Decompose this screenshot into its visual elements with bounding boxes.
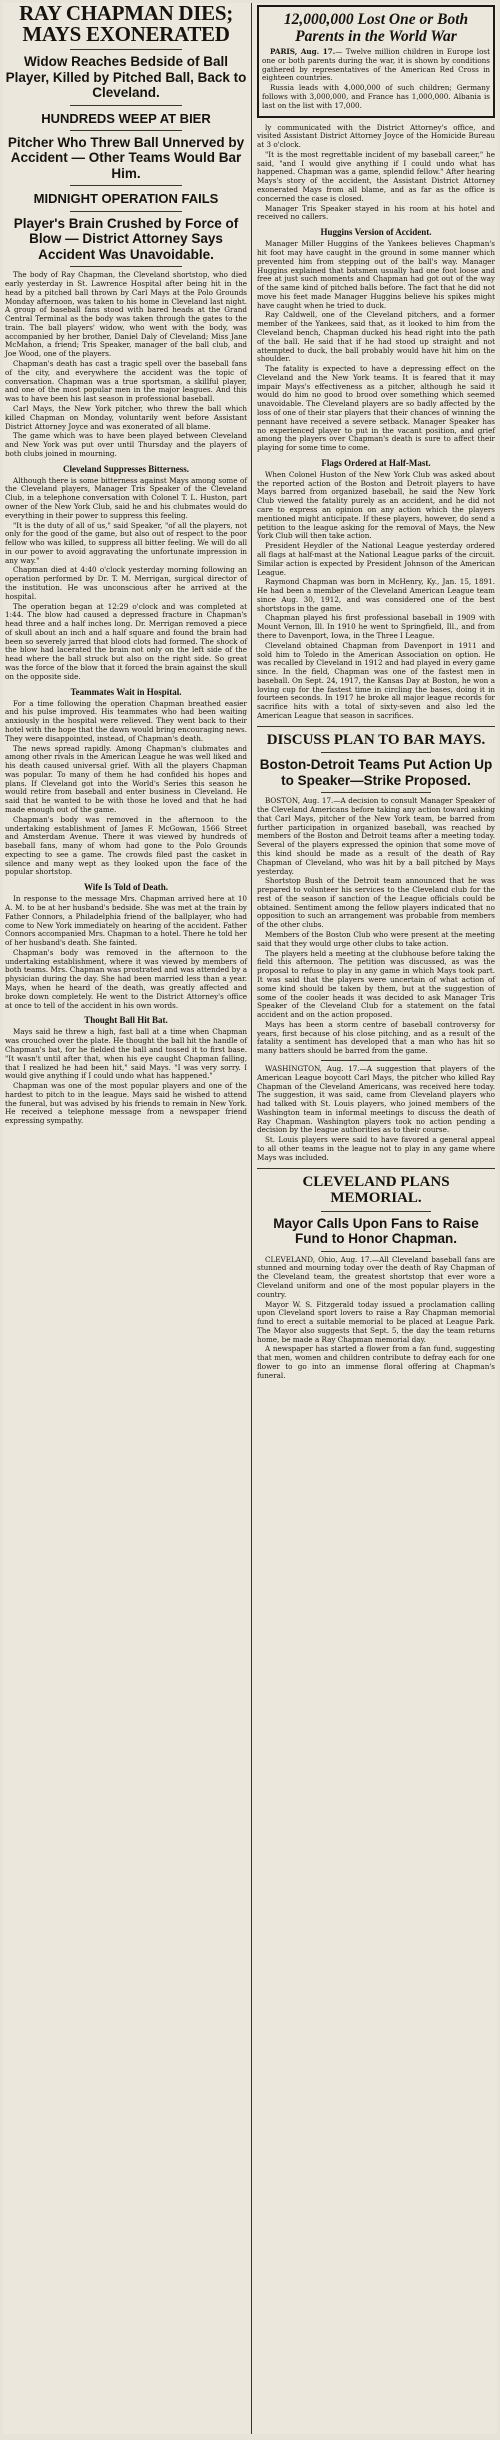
paragraph: When Colonel Huston of the New York Club was asked about the reported action of the Boston and Detroit players to have Mays barred from organized baseball, he said the New York Club viewed the fatality purely as an accident, and he did not care to express an opinion on any action which the players mentioned might anticipate. If these players, however, do send a petition to the league asking for the removal of Mays, the New York Club will then take action. (257, 469, 495, 541)
paragraph: ly communicated with the District Attorney's office, and visited Assistant District Attorney Joyce of the Homicide Bureau at 3 o'clock. (257, 122, 495, 150)
deck-brain-crushed: Player's Brain Crushed by Force of Blow — District Attorney Says Accident Was Unavoidable. (13, 215, 239, 262)
divider (70, 49, 181, 50)
paragraph: Members of the Boston Club who were present at the meeting said that they would urge other clubs to take action. (257, 930, 495, 948)
deck-widow: Widow Reaches Bedside of Ball Player, Killed by Pitched Ball, Back to Cleveland. (5, 54, 247, 101)
paragraph: Shortstop Bush of the Detroit team announced that he was prepared to volunteer his services to the Cleveland club for the rest of the season if sanction of the League officials could be obtained. Sentiment among the fellow players indicated that no opposition to such an arrangement was probable from members of the other clubs. (257, 876, 495, 930)
left-column (3, 3, 252, 2434)
paragraph: The players held a meeting at the clubhouse before taking the field this afternoon. The petition was discussed, as was the proposal to refuse to play in any game in which Mays took part. It was said that the players were uncertain of what action of some kind should be taken by them, but at the suggestion of some of the cooler heads it was decided to ask Manager Tris Speaker of the Cleveland Club for a statement on the fatal accident and on the action proposed. (257, 948, 495, 1020)
continued-body-2 (257, 240, 495, 453)
paragraph: "It is the duty of all of us," said Speaker, "of all the players, not only for the good of the game, but also out of respect to the poor fellow who was killed, to suppress all bitter feeling. We will do all in our power to avoid aggravating the unfortunate impression in any way." (5, 520, 247, 565)
subhead-flags: Flags Ordered at Half-Mast. (321, 457, 431, 468)
divider (70, 185, 181, 186)
deck-mayor: Mayor Calls Upon Fans to Raise Fund to Honor Chapman. (273, 1215, 479, 1247)
deck-midnight-operation: MIDNIGHT OPERATION FAILS (33, 191, 219, 207)
paragraph (262, 48, 490, 83)
continued-body-1 (257, 124, 495, 223)
subhead-wife-told: Wife Is Told of Death. (83, 882, 169, 893)
divider (70, 266, 181, 267)
article-body-4 (5, 895, 247, 1010)
paragraph: Chapman was one of the most popular players and one of the hardest to pitch to in the league. Mays said he wished to attend the funeral, but was advised by his friends to remain in New York. He received a telephone message from a newspaper friend expressing sympathy. (5, 1081, 247, 1126)
paragraph: Cleveland obtained Chapman from Davenport in 1911 and sold him to Toledo in the American Association on option. He was recalled by Cleveland in 1912 and had played in every game since. In the field, Chapman was one of the fastest men in baseball. On Sept. 24, 1917, the Kansas Day at Boston, he won a loving cup for the fastest time in circling the bases, doing it in fourteen seconds. In 1917 he broke all major league records for sacrifice hits with a total of sixty-seven and also led the American League that season in sacrifices. (257, 640, 495, 720)
paragraph: Chapman's body was removed in the afternoon to the undertaking establishment, where it was viewed by members of both teams. Mrs. Chapman was prostrated and was attended by a physician during the day. She had been married less than a year. Mays, when he heard of the death, was greatly affected and broke down completely. He went to the District Attorney's office at once to tell of the accident in his own words. (5, 947, 247, 1010)
article-body-5 (5, 1028, 247, 1126)
paragraph: The fatality is expected to have a depressing effect on the Cleveland and the New York teams. It is feared that it may impair Mays's effectiveness as a pitcher, although he said it would do him no good to brood over something which seemed unavoidable. The Cleveland players are so badly affected by the loss of one of their star players that their chances of winning the pennant have received a severe setback. Manager Speaker has no experienced player to put in the vacant position, and grief among the players over Chapman's death is sure to affect their playing for some time to come. (257, 364, 495, 453)
deck-hundreds-weep: HUNDREDS WEEP AT BIER (41, 110, 211, 126)
paragraph: Chapman played his first professional baseball in 1909 with Mount Vernon, Ill. In 1910 he went to Springfield, Ill., and from there to Davenport, Iowa, in the Three I League. (257, 613, 495, 640)
paragraph: The operation began at 12:29 o'clock and was completed at 1:44. The blow had caused a depressed fracture in Chapman's head three and a half inches long. Dr. Merrigan removed a piece of skull about an inch and a half square and found the brain had been so severely jarred that blood clots had formed. The shock of the blow had lacerated the brain not only on the left side of the head where the ball struck but also on the right side. So great was the force of the blow that it forced the brain against the skull on the opposite side. (5, 601, 247, 681)
paragraph: Manager Miller Huggins of the Yankees believes Chapman's hit foot may have caught in the ground in some manner which prevented him from stepping out of the ball's way. Manager Huggins explained that batsmen usually had one foot loose and free at just such moments and Chapman had got out of the way of the same kind of pitched balls before. The fact that he did not move his feet made Manager Huggins believe his spikes might have caught when he tried to duck. (257, 239, 495, 310)
subhead-ball-hit-bat: Thought Ball Hit Bat. (84, 1015, 168, 1026)
washington-body (257, 1065, 495, 1163)
subhead-huggins: Huggins Version of Accident. (320, 227, 432, 238)
divider (321, 792, 430, 793)
divider (321, 1251, 430, 1252)
newspaper-page (3, 3, 497, 2434)
divider (70, 211, 181, 212)
right-column (252, 3, 497, 2434)
paragraph: The game which was to have been played between Cleveland and New York was put over until Thursday and the players of both clubs joined in mourning. (5, 431, 247, 458)
paragraph: Chapman's body was removed in the afternoon to the undertaking establishment of James F. McGowan, 1566 Street and Amsterdam Avenue. There it was viewed by hundreds of baseball fans, many of whom had gone to the Polo Grounds expecting to see a game. The crowds filed past the casket in silence and many wept as they looked upon the face of the popular shortstop. (5, 814, 247, 877)
subhead-bitterness: Cleveland Suppresses Bitterness. (62, 463, 190, 474)
memorial-body (257, 1256, 495, 1381)
paragraph: Ray Caldwell, one of the Cleveland pitchers, and a former member of the Yankees, said that, as it looked to him from the Cleveland bench, Chapman ducked his head right into the path of the ball. He said that if he had stood up straight and not attempted to duck, the ball probably would have hit him on the shoulder. (257, 310, 495, 364)
paragraph: Mays has been a storm centre of baseball controversy for years, first because of his close pitching, and as a result of the fatality a sentiment has developed that a man who has hit so many batters should be barred from the game. (257, 1019, 495, 1056)
article-body-1 (5, 271, 247, 458)
paragraph: WASHINGTON, Aug. 17.—A suggestion that players of the American League boycott Carl Mays, the pitcher who killed Ray Chapman of the Cleveland Americans, was received here today. The suggestion, it was said, came from Cleveland players who had talked with St. Louis players, who joined members of the Washington team in informal meetings to discuss the death of Ray Chapman. Washington players took no action pending a decision by the league authorities as to their course. (257, 1063, 495, 1135)
paragraph: "It is the most regrettable incident of my baseball career," he said, "and I would give anything if I could undo what has happened. Chapman was a game, splendid fellow." After hearing Mays's story of the accident, the Assistant District Attorney exonerated Mays from all blame, and as far as the office is concerned the case is closed. (257, 149, 495, 203)
paragraph: Russia leads with 4,000,000 of such children; Germany follows with 3,000,000, and France has 1,000,000. Albania is last on the list with 17,000. (262, 83, 490, 110)
headline-bar-mays: DISCUSS PLAN TO BAR MAYS. (266, 731, 486, 748)
paragraph: Chapman died at 4:40 o'clock yesterday morning following an operation performed by Dr. T. M. Merrigan, surgical director of the institution. He was unconscious after he arrived at the hospital. (5, 565, 247, 601)
paragraph: BOSTON, Aug. 17.—A decision to consult Manager Speaker of the Cleveland Americans before taking any action toward asking that Carl Mays, pitcher of the New York team, be barred from further participation in organized baseball, was reached by members of the Boston and Detroit teams after a meeting today. Several of the players expressed the opinion that some move of this kind should be made as a result of the death of Ray Chapman of Cleveland, who was hit by a ball pitched by Mays yesterday. (257, 796, 495, 876)
paragraph: The body of Ray Chapman, the Cleveland shortstop, who died early yesterday in St. Lawrence Hospital after being hit in the head by a pitched ball thrown by Carl Mays at the Polo Grounds Monday afternoon, was taken to his home in Cleveland last night. A group of baseball fans stood with bared heads at the Grand Central Terminal as the body was taken through the gates to the train. The ball players' widow, who went with the body, was accompanied by her brother, Daniel Daly of Cleveland; Miss Jane McMahon, a friend; Tris Speaker, manager of the ball club, and Joe Wood, one of the players. (5, 270, 247, 359)
bar-mays-body (257, 797, 495, 1056)
paragraph: Although there is some bitterness against Mays among some of the Cleveland players, Manager Tris Speaker of the Cleveland Club, in a telephone conversation with Colonel T. L. Huston, part owner of the New York Club, said he and his clubmates would do everything in their power to suppress this feeling. (5, 475, 247, 520)
article-body-3 (5, 700, 247, 878)
paragraph: President Heydler of the National League yesterday ordered all flags at half-mast at the National League parks of the circuit. Similar action is expected by President Johnson of the American League. (257, 541, 495, 577)
divider (321, 1060, 430, 1061)
divider (257, 1168, 495, 1169)
paragraph: Manager Tris Speaker stayed in his room at his hotel and received no callers. (257, 203, 495, 222)
divider (70, 130, 181, 131)
headline-memorial: CLEVELAND PLANS MEMORIAL. (302, 1173, 450, 1207)
paragraph: Carl Mays, the New York pitcher, who threw the ball which killed Chapman on Monday, voluntarily went before Assistant District Attorney Joyce and was exonerated of all blame. (5, 403, 247, 431)
paragraph: St. Louis players were said to have favored a general appeal to all other teams in the league not to play in any game where Mays was included. (257, 1135, 495, 1162)
paragraph: Raymond Chapman was born in McHenry, Ky., Jan. 15, 1891. He had been a member of the Cleveland American League team since Aug. 30, 1912, and was considered one of the best shortstops in the game. (257, 577, 495, 613)
paragraph: For a time following the operation Chapman breathed easier and his pulse improved. His teammates who had been waiting anxiously in the hospital were relieved. They went back to their hotel with the hope that the dawn would bring encouraging news. They were disappointed, instead, of Chapman's death. (5, 698, 247, 743)
dateline: PARIS, Aug. 17. (270, 47, 336, 57)
paragraph-text: — Twelve million children in Europe lost one or both parents during the war, it is shown by conditions gathered by representatives of the American Red Cross in eighteen countries. (262, 47, 490, 83)
continued-body-3 (257, 471, 495, 721)
paragraph: Chapman's death has cast a tragic spell over the baseball fans of the city, and everywhere the accident was the topic of conversation. Chapman was a true sportsman, a skillful player, and one of the most popular men in the major leagues. And this was to have been his last season in professional baseball. (5, 359, 247, 404)
divider (70, 105, 181, 106)
divider (321, 752, 430, 753)
deck-boston-detroit: Boston-Detroit Teams Put Action Up to Speaker—Strike Proposed. (259, 757, 493, 788)
headline-top: RAY CHAPMAN DIES; (19, 3, 233, 25)
subhead-teammates: Teammates Wait in Hospital. (70, 686, 182, 697)
paragraph: Mays said he threw a high, fast ball at a time when Chapman was crouched over the plate. He thought the ball hit the handle of Chapman's bat, for he fielded the ball and tossed it to first base. "It wasn't until after that, when his eye caught Chapman falling, that I realized he had been hit," said Mays. "I was very sorry. I would give anything if I could undo what has happened." (5, 1027, 247, 1081)
orphans-box (257, 5, 495, 118)
paragraph: In response to the message Mrs. Chapman arrived here at 10 A. M. to be at her husband's bedside. She was met at the train by Father Connors, a Philadelphia friend of the ballplayer, who had come to New York immediately on hearing of the accident. Father Connors accompanied Mrs. Chapman to a hotel. There he told her of her husband's death. She fainted. (5, 894, 247, 948)
paragraph: A newspaper has started a flower from a fan fund, suggesting that men, women and children contribute to defray each for one flower to go into an immense floral offering at Chapman's funeral. (257, 1344, 495, 1380)
orphans-headline: 12,000,000 Lost One or Both Parents in the World War (283, 11, 469, 46)
headline-bottom: MAYS EXONERATED (22, 22, 230, 46)
divider (321, 1211, 430, 1212)
paragraph: CLEVELAND, Ohio, Aug. 17.—All Cleveland baseball fans are stunned and mourning today over the death of Ray Chapman of the Cleveland team, the greatest shortstop that ever wore a Cleveland uniform and one of the most popular players in the country. (257, 1254, 495, 1299)
deck-pitcher: Pitcher Who Threw Ball Unnerved by Accident — Other Teams Would Bar Him. (7, 134, 245, 181)
article-body-2 (5, 477, 247, 682)
divider (257, 726, 495, 727)
paragraph: Mayor W. S. Fitzgerald today issued a proclamation calling upon Cleveland sport lovers to raise a Ray Chapman memorial fund to erect a suitable memorial to be placed at League Park. The Mayor also suggests that Sept. 5, the day the team returns home, be made a Ray Chapman memorial day. (257, 1299, 495, 1344)
paragraph: The news spread rapidly. Among Chapman's clubmates and among other rivals in the American League he was well liked and his death caused universal grief. With all the players Chapman was popular. To many of them he had confided his hopes and plans. If Cleveland got into the World's Series this season he would retire from baseball and enter business in Cleveland. He said that he wanted to be with those he loved and that he had made enough out of the game. (5, 743, 247, 814)
